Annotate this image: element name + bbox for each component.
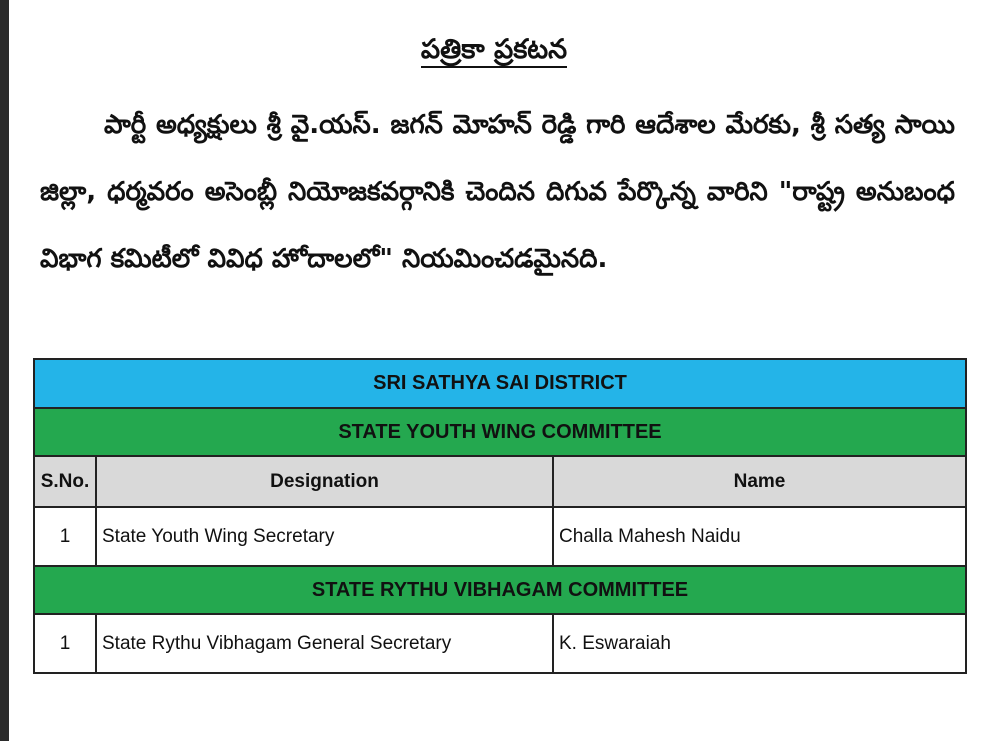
press-release-title-text: పత్రికా ప్రకటన bbox=[421, 34, 567, 68]
header-sno: S.No. bbox=[34, 456, 96, 507]
section-row bbox=[34, 408, 966, 456]
cell-name: K. Eswaraiah bbox=[553, 614, 966, 673]
cell-sno: 1 bbox=[34, 507, 96, 566]
table-row bbox=[34, 614, 966, 673]
district-row bbox=[34, 359, 966, 408]
header-designation: Designation bbox=[96, 456, 553, 507]
cell-designation: State Youth Wing Secretary bbox=[96, 507, 553, 566]
committee-table bbox=[33, 358, 967, 674]
section-title-rythu-vibhagam: STATE RYTHU VIBHAGAM COMMITTEE bbox=[34, 566, 966, 614]
scan-left-edge bbox=[0, 0, 9, 741]
table-header-row bbox=[34, 456, 966, 507]
press-release-paragraph: పార్టీ అధ్యక్షులు శ్రీ వై.యస్. జగన్ మోహన్ రెడ్డి గారి ఆదేశాల మేరకు, శ్రీ సత్య సాయి జిల్లా, ధర్మవరం అసెంబ్లీ నియోజకవర్గానికి చెందిన దిగువ పేర్కొన్న వారిని "రాష్ట్ర అనుబంధ విభాగ కమిటీలో వివిధ హోదాలలో" నియమించడమైనది. bbox=[40, 110, 955, 274]
cell-name: Challa Mahesh Naidu bbox=[553, 507, 966, 566]
cell-designation: State Rythu Vibhagam General Secretary bbox=[96, 614, 553, 673]
district-title: SRI SATHYA SAI DISTRICT bbox=[34, 359, 966, 408]
table-row bbox=[34, 507, 966, 566]
cell-sno: 1 bbox=[34, 614, 96, 673]
section-row bbox=[34, 566, 966, 614]
press-release-title bbox=[0, 30, 988, 70]
header-name: Name bbox=[553, 456, 966, 507]
section-title-youth-wing: STATE YOUTH WING COMMITTEE bbox=[34, 408, 966, 456]
